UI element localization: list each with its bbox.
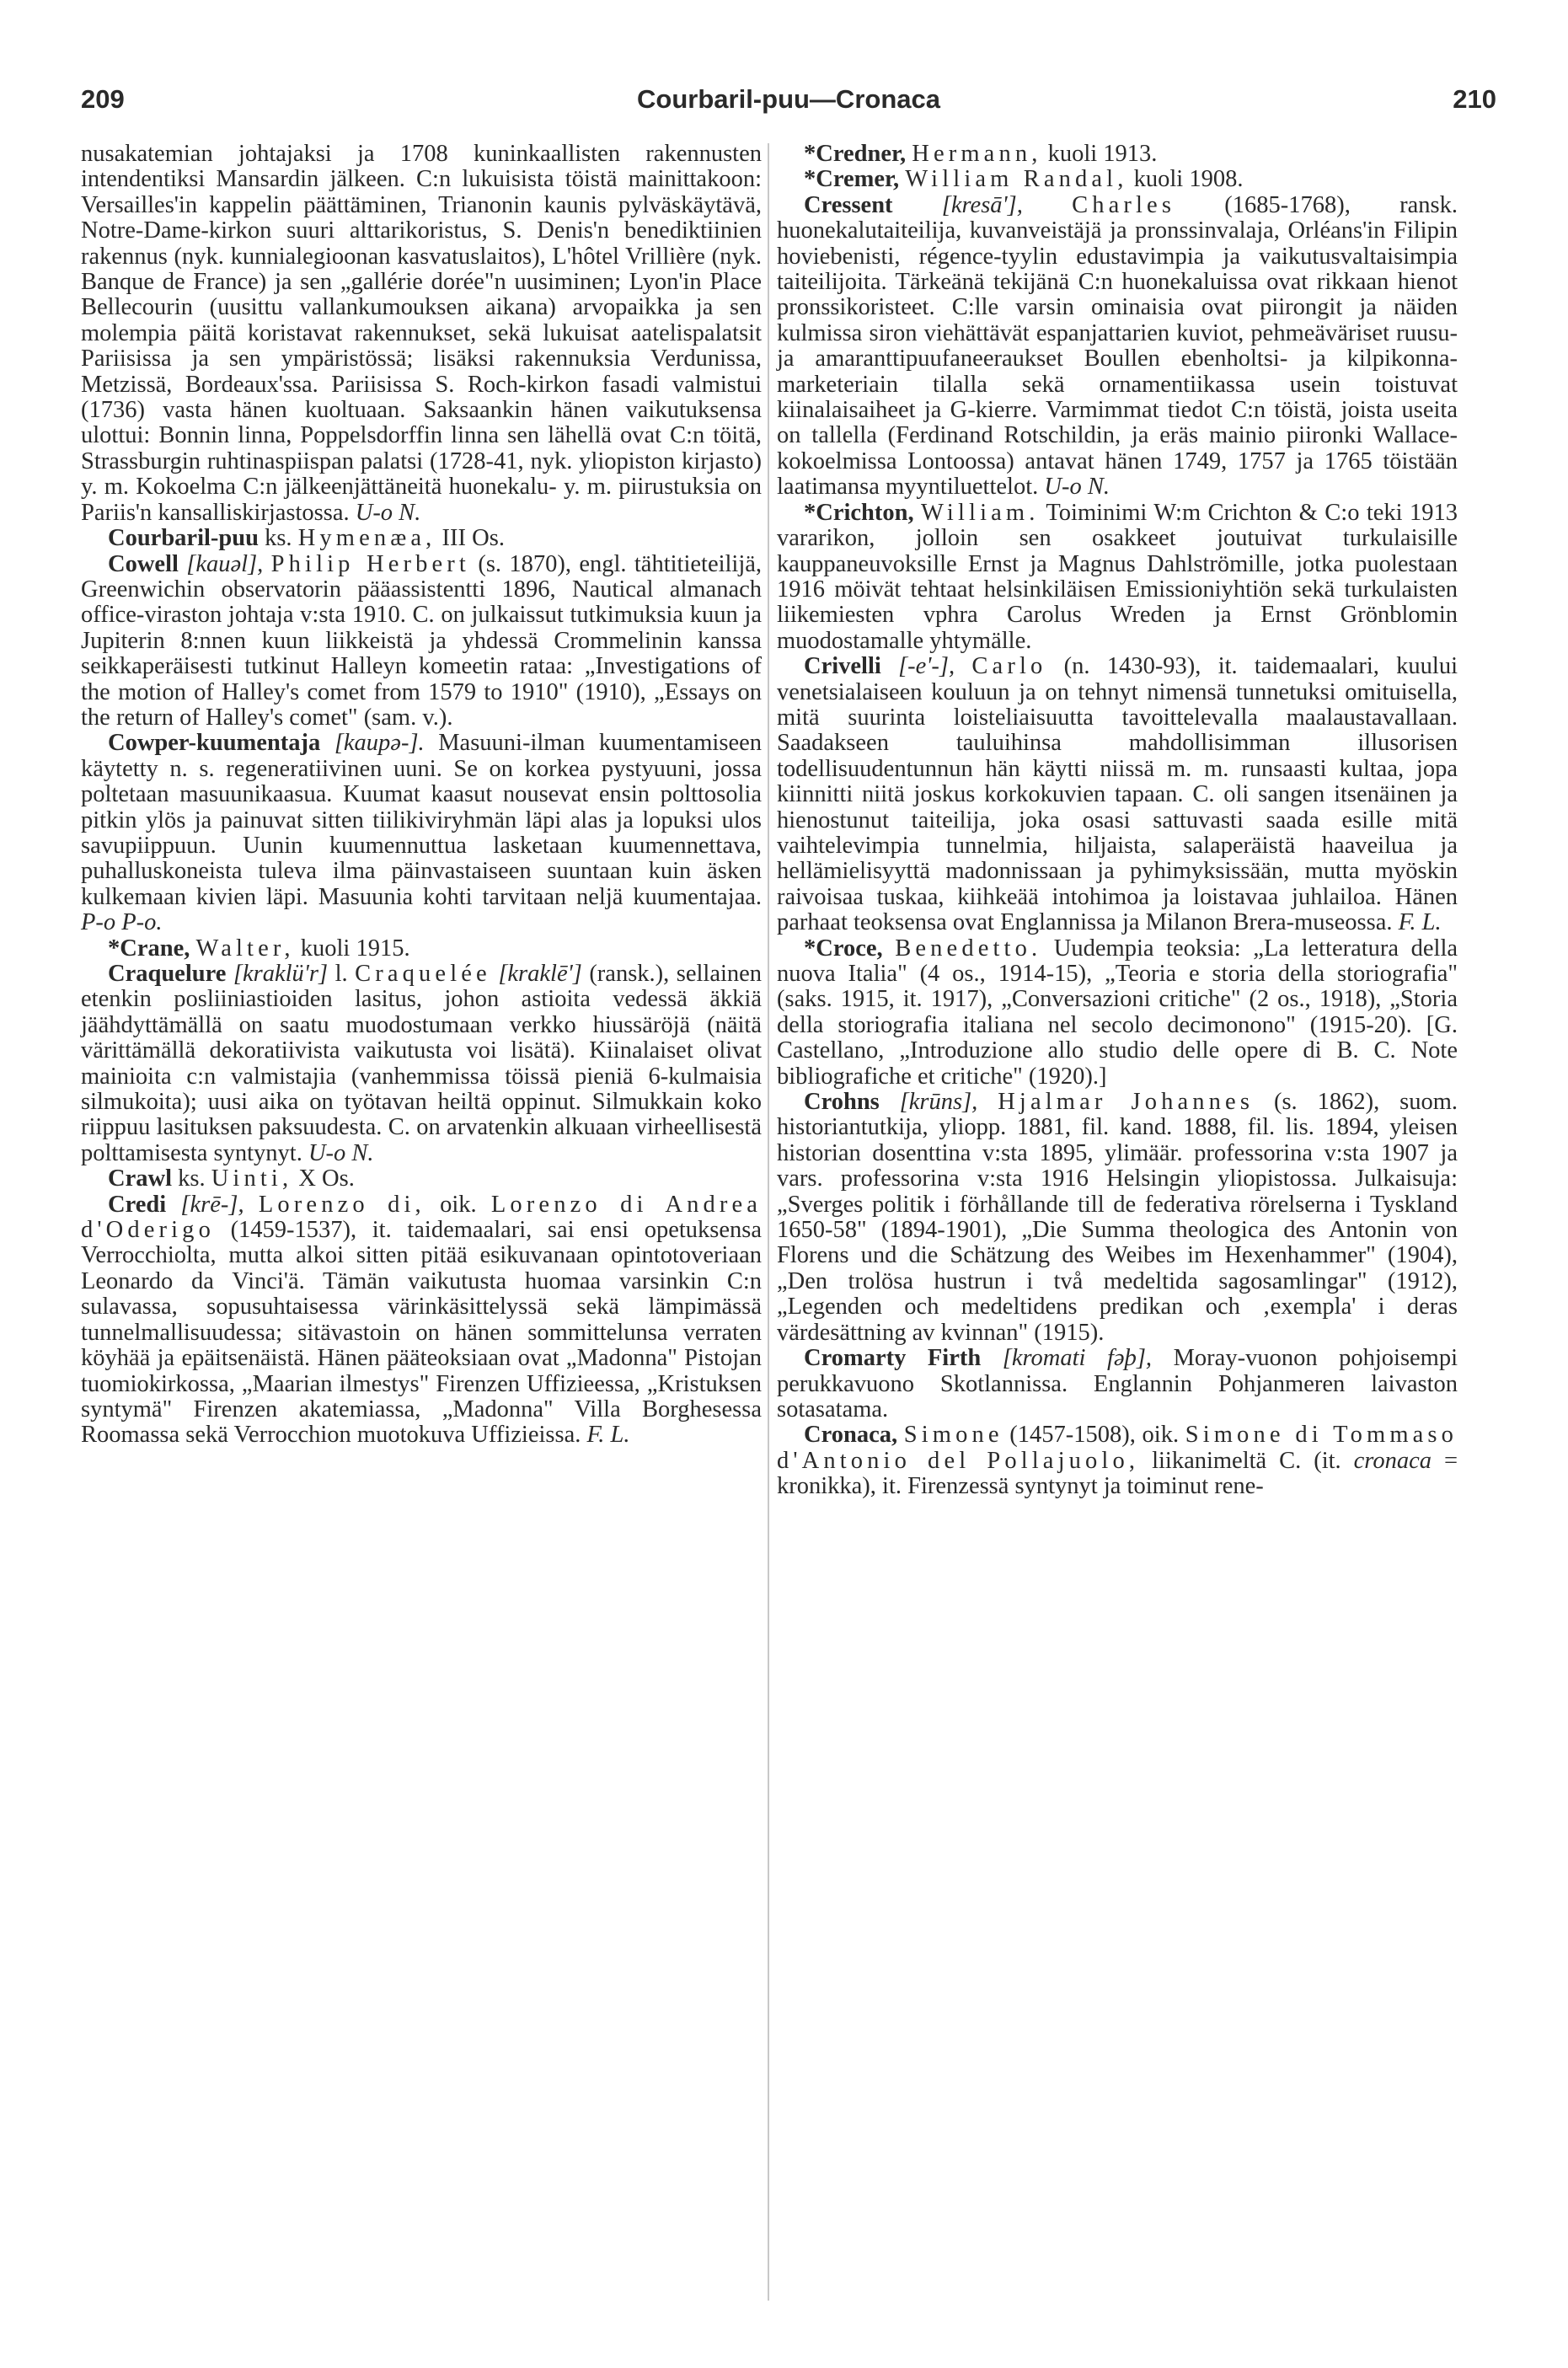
author-signature: U-o N. [1044,474,1110,501]
pronunciation: [-e'-], [898,653,955,680]
pronunciation: [kromati fəþ], [1002,1345,1153,1372]
entry-credner: *Credner, Hermann, kuoli 1913. [804,141,1158,167]
page-number-right: 210 [1453,84,1496,114]
page-header [81,84,1496,126]
headword: Cromarty Firth [804,1345,982,1372]
headword: *Credner, [804,141,907,167]
pronunciation: [krūns], [899,1089,978,1116]
entry-crane: *Crane, Walter, kuoli 1915. [108,935,410,962]
headword: Crohns [804,1089,880,1116]
left-column [81,142,762,1449]
headword: Crawl [108,1165,172,1192]
right-column [777,142,1458,1500]
headword: Craquelure [108,961,227,987]
pronunciation: [kaupə-]. [334,730,425,757]
headword: Cowper-kuumentaja [108,730,321,757]
headword: *Crichton, [804,499,914,526]
entry-cowper-kuumentaja: Cowper-kuumentaja [kaupə-]. Masuuni-ilman kuumentamiseen käytetty n. s. regeneratiivinen uuni. Se on korkea pystyuuni, jossa poltetaan masuunikaasua. Kuumat kaasut nousevat ensin polttosolia pitkin ylös ja painuvat sitten tiilikiviryhmän läpi alas ja lopuksi ulos savupiippuun. Uunin kuumennuttua lasketaan kuumennettava, puhalluskoneista tuleva ilma päinvastaiseen suuntaan kuin äsken kulkemaan kivien läpi. Masuunia kohti tarvitaan neljä kuumentajaa. P-o P-o. [81,730,762,936]
entry-cromarty-firth: Cromarty Firth [kromati fəþ], Moray-vuonon pohjoisempi perukkavuono Skotlannissa. Englannin Pohjanmeren laivaston sotasatama. [777,1345,1458,1422]
pronunciation: [kresā'], [941,191,1023,218]
headword: Courbaril-puu [108,525,259,552]
entry-cronaca: Cronaca, Simone (1457-1508), oik. Simone di Tommaso d'Antonio del Pollajuolo, liikanimeltä C. (it. cronaca = kronikka), it. Firenzessä syntynyt ja toiminut rene- [777,1422,1458,1500]
entry-crichton: *Crichton, William. Toiminimi W:m Crichton & C:o teki 1913 vararikon, jolloin sen osakkeet joutuivat turkulaisille kauppaneuvoksille Ernst ja Magnus Dahlströmille, jotka puolestaan 1916 möivät tehtaat helsinkiläisen Emissioniyhtiön sekä turkulaisten liikemiesten vphra Carolus Wreden ja Ernst Grönblomin muodostamalle yhtymälle. [777,499,1458,654]
entry-cressent: Cressent [kresā'], Charles (1685-1768), ransk. huonekalutaiteilija, kuvanveistäjä ja pronssinvalaja, Orléans'in Filipin hoviebenisti, régence-tyylin edustavimpia ja vaikutusvaltaisimpia taiteilijoita. Tärkeänä tekijänä C:n huonekaluissa ovat rikkaan hienot pronssikoristeet. C:lle varsin ominaisia ovat piirongit ja näiden kulmissa siron viehättävät espanjattarien kuviot, pehmeäväriset ruusu- ja amaranttipuufaneeraukset Boullen ebenholtsi- ja kilpikonna-marketeriain tilalla sekä ornamentiikassa usein toistuvat kiinalaisaiheet ja G-kierre. Varmimmat tiedot C:n töistä, joista useita on tallella (Ferdinand Rotschildin, ja eräs mainio piironki Wallace-kokoelmissa Lontoossa) antavat hänen 1749, 1757 ja 1765 töistään laatimansa myyntiluettelot. U-o N. [777,191,1458,501]
author-signature: F. L. [1398,909,1442,936]
entry-craquelure: Craquelure [kraklü'r] l. Craquelée [kraklē'] (ransk.), sellainen etenkin posliiniastioiden lasitus, johon astioita vedessä äkkiä jäähdyttämällä on saatu muodostumaan verkko hiussäröjä (näitä värittämällä dekoratiivista vaikutusta voi lisätä). Kiinalaiset olivat mainioita c:n valmistajia (vanhemmissa töissä pieniä 6-kulmaisia silmukoita); uusi aika on työtavan heiltä oppinut. Silmukkain koko riippuu lasituksen paksuudesta. C. on arvatenkin alkuaan virheellisestä polttamisesta syntynyt. U-o N. [81,961,763,1166]
entry-credi: Credi [krē-], Lorenzo di, oik. Lorenzo di Andrea d'Oderigo (1459-1537), it. taidemaalari, sai ensi opetuksensa Verrocchiolta, mutta alkoi sitten pitää esikuvanaan opintotoveriaan Leonardo da Vinci'ä. Tämän vaikutusta huomaa varsinkin C:n sulavassa, sopusuhtaisessa värinkäsittelyssä sekä lämpimässä tunnelmallisuudessa; sitävastoin on hänen sommittelunsa verraten köyhää ja epäitsenäistä. Hänen pääteoksiaan ovat „Madonna" Pistojan tuomiokirkossa, „Maarian ilmestys" Firenzen Uffizieessa, „Kristuksen syntymä" Firenzen akatemiassa, „Madonna" Villa Borghesessa Roomassa sekä Verrocchion muotokuva Uffizieissa. F. L. [81,1191,763,1449]
headword: *Crane, [108,935,190,962]
headword: *Cremer, [804,166,900,193]
column-divider [768,143,769,2301]
author-signature: U-o N. [355,499,421,526]
pronunciation: [krē-], [180,1191,244,1218]
entry-continuation: nusakatemian johtajaksi ja 1708 kuninkaallisten rakennusten intendentiksi Mansardin jälkeen. C:n lukuisista töistä mainittakoon: Versailles'in kappelin päättäminen, Trianonin kaunis pylväskäytävä, Notre-Dame-kirkon suuri alttarikoristus, S. Denis'n benediktiinien rakennus (nyk. kunnialegioonan kasvatuslaitos), L'hôtel Vrillière (nyk. Banque de France) ja sen „gallérie dorée"n uusiminen; Lyon'in Place Bellecourin (uusittu vallankumouksen aikana) arvopaikka ja sen molempia päitä koristavat rakennukset, sekä lukuisat aatelispalatsit Pariisissa ja sen ympäristössä; lisäksi rakennuksia Verdunissa, Metzissä, Bordeaux'ssa. Pariisissa S. Roch-kirkon fasadi valmistui (1736) vasta hänen kuoltuaan. Saksaankin hänen vaikutuksensa ulottui: Bonnin linna, Poppelsdorffin linna sen lähellä ovat C:n töitä, Strassburgin ruhtinaspiispan palatsi (1728-41, nyk. yliopiston kirjasto) y. m. Kokoelma C:n jälkeenjättäneitä huonekalu- y. m. piirustuksia on Pariis'n kansalliskirjastossa. U-o N. [81,141,762,526]
entry-crivelli: Crivelli [-e'-], Carlo (n. 1430-93), it. taidemaalari, kuului venetsialaiseen kouluun ja on tehnyt nimensä tunnetuksi omituisella, mitä suurinta loisteliaisuutta tavoittelevalla maalaustavallaan. Saadakseen tauluihinsa mahdollisimman illusorisen todellisuudentunnun hän käytti niissä m. m. runsaasti kultaa, jopa kiinnitti niitä joskus korkokuvien tapaan. C. oli sangen itsenäinen ja hienostunut taiteilija, joka osasi sattuvasti saada esille mitä vaihtelevimpia tunnelmia, hiljaista, salaperäistä haaveilua ja hellämielisyyttä madonnissaan ja pyhimyksissään, mutta myöskin raivoisaa tuskaa, kiihkeää intohimoa ja loistavaa juhlailoa. Hänen parhaat teoksensa ovat Englannissa ja Milanon Brera-museossa. F. L. [777,653,1458,936]
pronunciation: [kraklü'r] [233,961,329,987]
entry-crohns: Crohns [krūns], Hjalmar Johannes (s. 1862), suom. historiantutkija, yliopp. 1881, fil. kand. 1888, fil. lis. 1894, yleisen historian dosenttina v:sta 1895, ylimäär. professorina v:sta 1907 ja vars. professorina v:sta 1916 Helsingin yliopistossa. Julkaisuja: „Sverges politik i förhållande till de federativa rörelserna i Tyskland 1650-58" (1894-1901), „Die Summa theologica des Antonin von Florens und die Schätzung des Weibes im Hexenhammer" (1904), „Den trolösa hustrun i två medeltida sagosamlingar" (1912), „Legenden och medeltidens predikan och ‚exempla' i deras värdesättning av kvinnan" (1915). [777,1089,1458,1346]
headword: Crivelli [804,653,881,680]
author-signature: U-o N. [308,1139,374,1166]
headword: Cronaca, [804,1422,898,1449]
headword: Cressent [804,191,893,218]
page-number-left: 209 [81,84,125,114]
entry-cowell: Cowell [kauəl], Philip Herbert (s. 1870), engl. tähtitieteilijä, Greenwichin observatorin pääassistentti 1896, Nautical almanach office-viraston johtaja v:sta 1910. C. on julkaissut tutkimuksia kuun ja Jupiterin 8:nnen kuun liikkeistä ja yhdessä Crommelinin kanssa seikkaperäisesti tutkinut Halleyn komeetin rataa: „Investigations of the motion of Halley's comet from 1579 to 1910" (1910), „Essays on the return of Halley's comet" (sam. v.). [81,550,763,731]
headword: Cowell [108,550,179,577]
entry-crawl: Crawl ks. Uinti, X Os. [108,1165,355,1192]
author-signature: F. L. [586,1422,630,1449]
author-signature: P-o P-o. [81,909,163,936]
pronunciation: [kauəl], [186,550,264,577]
entry-courbaril-puu: Courbaril-puu ks. Hymenæa, III Os. [108,525,505,552]
headword: Credi [108,1191,167,1218]
entry-cremer: *Cremer, William Randal, kuoli 1908. [804,166,1244,193]
headword: *Croce, [804,935,883,962]
entry-croce: *Croce, Benedetto. Uudempia teoksia: „La letteratura della nuova Italia" (4 os., 1914-15), „Teoria e storia della storiografia" (saks. 1915, it. 1917), „Conversazioni critiche" (2 os., 1918), „Storia della storiografia italiana nel secolo decimonono" (1915-20). [G. Castellano, „Introduzione allo studio delle opere di B. C. Note bibliografiche et critiche" (1920).] [777,935,1458,1090]
running-title: Courbaril-puu—Cronaca [637,84,940,114]
